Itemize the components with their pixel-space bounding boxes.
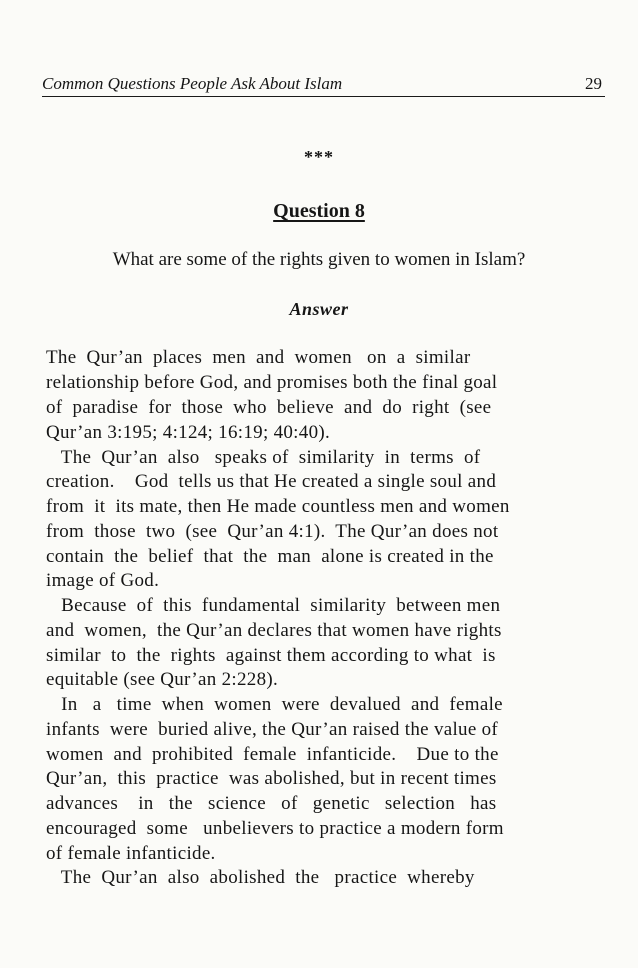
body-line: of female infanticide. <box>46 843 216 864</box>
body-line: of paradise for those who believe and do right (see <box>46 397 492 418</box>
body-line: relationship before God, and promises both the final goal <box>46 372 498 393</box>
running-header <box>42 74 605 97</box>
body-line: The Qur’an also abolished the practice whereby <box>46 867 475 888</box>
question-heading-text: Question 8 <box>273 200 365 222</box>
body-line: encouraged some unbelievers to practice a modern form <box>46 818 504 839</box>
body-line: The Qur’an also speaks of similarity in terms of <box>46 447 481 468</box>
body-line: contain the belief that the man alone is created in the <box>46 546 494 567</box>
body-line: Qur’an 3:195; 4:124; 16:19; 40:40). <box>46 422 331 443</box>
body-line: from those two (see Qur’an 4:1). The Qur’an does not <box>46 521 499 542</box>
body-line: Qur’an, this practice was abolished, but in recent times <box>46 768 497 789</box>
body-line: advances in the science of genetic selection has <box>46 793 497 814</box>
question-text: What are some of the rights given to women in Islam? <box>112 249 526 270</box>
body-line: women and prohibited female infanticide. Due to the <box>46 744 499 765</box>
answer-heading: Answer <box>289 299 349 319</box>
section-separator: *** <box>304 147 334 167</box>
body-line: creation. God tells us that He created a single soul and <box>46 471 497 492</box>
body-line: and women, the Qur’an declares that women have rights <box>46 620 502 641</box>
page-number: 29 <box>585 74 602 93</box>
question-heading <box>0 199 638 223</box>
body-line: infants were buried alive, the Qur’an raised the value of <box>46 719 499 740</box>
book-title: Common Questions People Ask About Islam <box>42 74 343 93</box>
body-line: The Qur’an places men and women on a similar <box>46 347 471 368</box>
body-line: Because of this fundamental similarity between men <box>46 595 501 616</box>
body-line: similar to the rights against them according to what is <box>46 645 496 666</box>
body-line: In a time when women were devalued and female <box>46 694 503 715</box>
body-line: image of God. <box>46 570 160 591</box>
body-line: from it its mate, then He made countless men and women <box>46 496 510 517</box>
body-line: equitable (see Qur’an 2:228). <box>46 669 279 690</box>
